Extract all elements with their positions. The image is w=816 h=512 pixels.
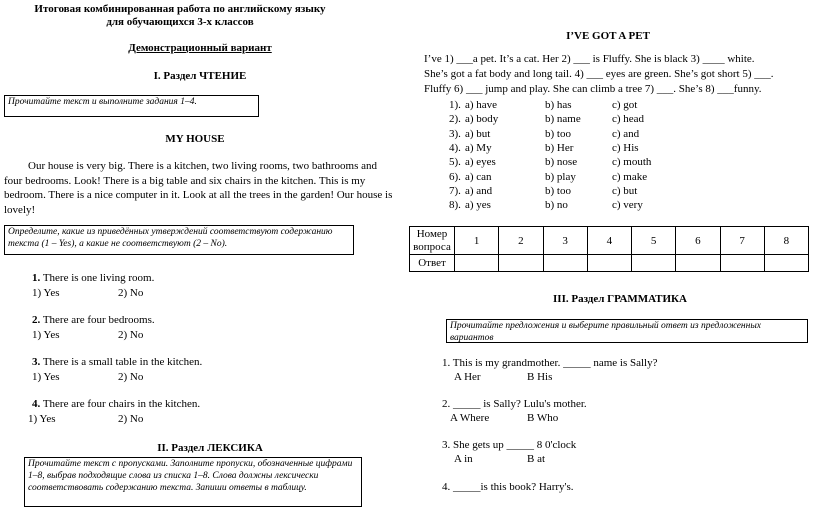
option-number: 1). xyxy=(449,99,461,111)
answer-cell-4[interactable] xyxy=(587,255,631,272)
grammar-q3-option-b[interactable]: B at xyxy=(527,453,546,465)
option-number: 7). xyxy=(449,184,461,197)
option-a[interactable]: a) eyes xyxy=(465,156,496,169)
statement-2-option-yes[interactable]: 1) Yes xyxy=(32,329,60,341)
option-c[interactable]: c) got xyxy=(612,99,638,111)
statement-2-option-no[interactable]: 2) No xyxy=(118,329,144,341)
option-c[interactable]: c) head xyxy=(612,113,645,126)
table-number-4: 4 xyxy=(587,227,631,255)
grammar-q3-option-a[interactable]: A in xyxy=(454,453,473,465)
answer-cell-1[interactable] xyxy=(455,255,499,272)
option-b[interactable]: b) nose xyxy=(545,156,578,169)
statement-3-option-yes[interactable]: 1) Yes xyxy=(32,371,60,383)
section-reading-heading: I. Раздел ЧТЕНИЕ xyxy=(153,70,247,82)
table-number-7: 7 xyxy=(720,227,764,255)
option-a[interactable]: a) yes xyxy=(465,199,491,212)
table-number-5: 5 xyxy=(632,227,676,255)
option-number: 4). xyxy=(449,141,461,154)
text-title: MY HOUSE xyxy=(165,133,225,145)
demo-variant-heading: Демонстрационный вариант xyxy=(128,42,272,54)
table-number-8: 8 xyxy=(764,227,808,255)
option-b[interactable]: b) too xyxy=(545,184,571,197)
option-a[interactable]: a) body xyxy=(465,113,499,126)
story-line-3: Fluffy 6) ___ jump and play. She can climb a tree 7) ___. She’s 8) ___funny. xyxy=(424,83,762,95)
grammar-q2-option-a[interactable]: A Where xyxy=(450,412,490,424)
tf-instruction-text: Определите, какие из приведённых утверждений соответствуют содержанию текста (1 – Yes), а какие не соответствуют (2 – No). xyxy=(8,227,333,249)
table-number-1: 1 xyxy=(455,227,499,255)
story-line-2: She’s got a fat body and long tail. 4) ___ eyes are green. She’s got short 5) ___. xyxy=(424,68,774,80)
grammar-question-1: 1. This is my grandmother. _____ name is Sally? xyxy=(442,357,658,369)
doc-title-line2: для обучающихся 3-х классов xyxy=(106,16,254,28)
tf-instruction-box xyxy=(4,225,354,255)
option-number: 5). xyxy=(449,156,461,169)
option-a[interactable]: a) have xyxy=(465,99,498,111)
section-lexis-heading: II. Раздел ЛЕКСИКА xyxy=(157,442,263,454)
grammar-q1-option-b[interactable]: B His xyxy=(527,371,553,383)
option-b[interactable]: b) too xyxy=(545,127,571,140)
grammar-question-4: 4. _____is this book? Harry's. xyxy=(442,481,574,493)
option-c[interactable]: c) make xyxy=(612,170,648,183)
reading-instruction-box xyxy=(4,95,259,117)
option-b[interactable]: b) play xyxy=(545,170,576,183)
statement-3-option-no[interactable]: 2) No xyxy=(118,371,144,383)
lexis-instruction-text: Прочитайте текст с пропусками. Заполните пропуски, обозначенные цифрами 1–8, выбрав подходящие слова из списка 1–8. Слова должны лексически соответствовать содержанию текста. Запиши ответы в таблицу. xyxy=(28,459,353,493)
reading-instruction-text: Прочитайте текст и выполните задания 1–4. xyxy=(8,97,197,107)
grammar-q2-option-b[interactable]: B Who xyxy=(527,412,559,424)
option-b[interactable]: b) no xyxy=(545,199,568,212)
answer-cell-6[interactable] xyxy=(676,255,720,272)
statement-4: 4. There are four chairs in the kitchen. xyxy=(32,398,201,410)
option-c[interactable]: c) mouth xyxy=(612,156,652,169)
option-a[interactable]: a) can xyxy=(465,170,492,183)
statement-1-option-yes[interactable]: 1) Yes xyxy=(32,287,60,299)
option-a[interactable]: a) My xyxy=(465,141,492,154)
option-c[interactable]: c) but xyxy=(612,184,638,197)
option-number: 8). xyxy=(449,199,461,212)
option-number: 2). xyxy=(449,113,461,126)
answer-cell-2[interactable] xyxy=(499,255,543,272)
option-c[interactable]: c) His xyxy=(612,141,639,154)
option-a[interactable]: a) and xyxy=(465,184,493,197)
option-b[interactable]: b) Her xyxy=(545,141,574,154)
lexis-instruction-box xyxy=(24,457,362,507)
answer-cell-3[interactable] xyxy=(543,255,587,272)
table-number-3: 3 xyxy=(543,227,587,255)
option-number: 6). xyxy=(449,170,461,183)
answer-cell-5[interactable] xyxy=(632,255,676,272)
story-title: I’VE GOT A PET xyxy=(566,30,650,42)
statement-1: 1. There is one living room. xyxy=(32,272,155,284)
grammar-instruction-text: Прочитайте предложения и выберите правильный ответ из предложенных вариантов xyxy=(450,321,762,343)
table-answer-label: Ответ xyxy=(410,255,455,272)
grammar-question-3: 3. She gets up _____ 8 0'clock xyxy=(442,439,577,451)
grammar-question-2: 2. _____ is Sally? Lulu's mother. xyxy=(442,398,587,410)
story-line-1: I’ve 1) ___a pet. It’s a cat. Her 2) ___ is Fluffy. She is black 3) ____ white. xyxy=(424,53,755,65)
option-b[interactable]: b) name xyxy=(545,113,581,126)
option-c[interactable]: c) and xyxy=(612,127,640,140)
table-number-2: 2 xyxy=(499,227,543,255)
answer-table xyxy=(409,226,809,272)
answer-cell-7[interactable] xyxy=(720,255,764,272)
table-number-6: 6 xyxy=(676,227,720,255)
statement-4-option-yes[interactable]: 1) Yes xyxy=(28,413,56,425)
reading-text: Our house is very big. There is a kitchen, two living rooms, two bathrooms and four bedrooms. Look! There is a big table and six chairs in the kitchen. This is my bedroom. There is a nice computer in it. Look at all the trees in the garden! Our house is lovely! xyxy=(4,160,393,216)
section-grammar-heading: III. Раздел ГРАММАТИКА xyxy=(553,293,687,305)
statement-1-option-no[interactable]: 2) No xyxy=(118,287,144,299)
option-a[interactable]: a) but xyxy=(465,127,491,140)
statement-4-option-no[interactable]: 2) No xyxy=(118,413,144,425)
statement-2: 2. There are four bedrooms. xyxy=(32,314,155,326)
option-b[interactable]: b) has xyxy=(545,99,572,111)
grammar-instruction-box xyxy=(446,319,808,343)
grammar-q1-option-a[interactable]: A Her xyxy=(454,371,481,383)
answer-cell-8[interactable] xyxy=(764,255,808,272)
table-header-label: Номер вопроса xyxy=(410,227,455,255)
statement-3: 3. There is a small table in the kitchen. xyxy=(32,356,203,368)
option-number: 3). xyxy=(449,127,461,140)
option-c[interactable]: c) very xyxy=(612,199,643,212)
doc-title-line1: Итоговая комбинированная работа по английскому языку xyxy=(34,3,326,15)
